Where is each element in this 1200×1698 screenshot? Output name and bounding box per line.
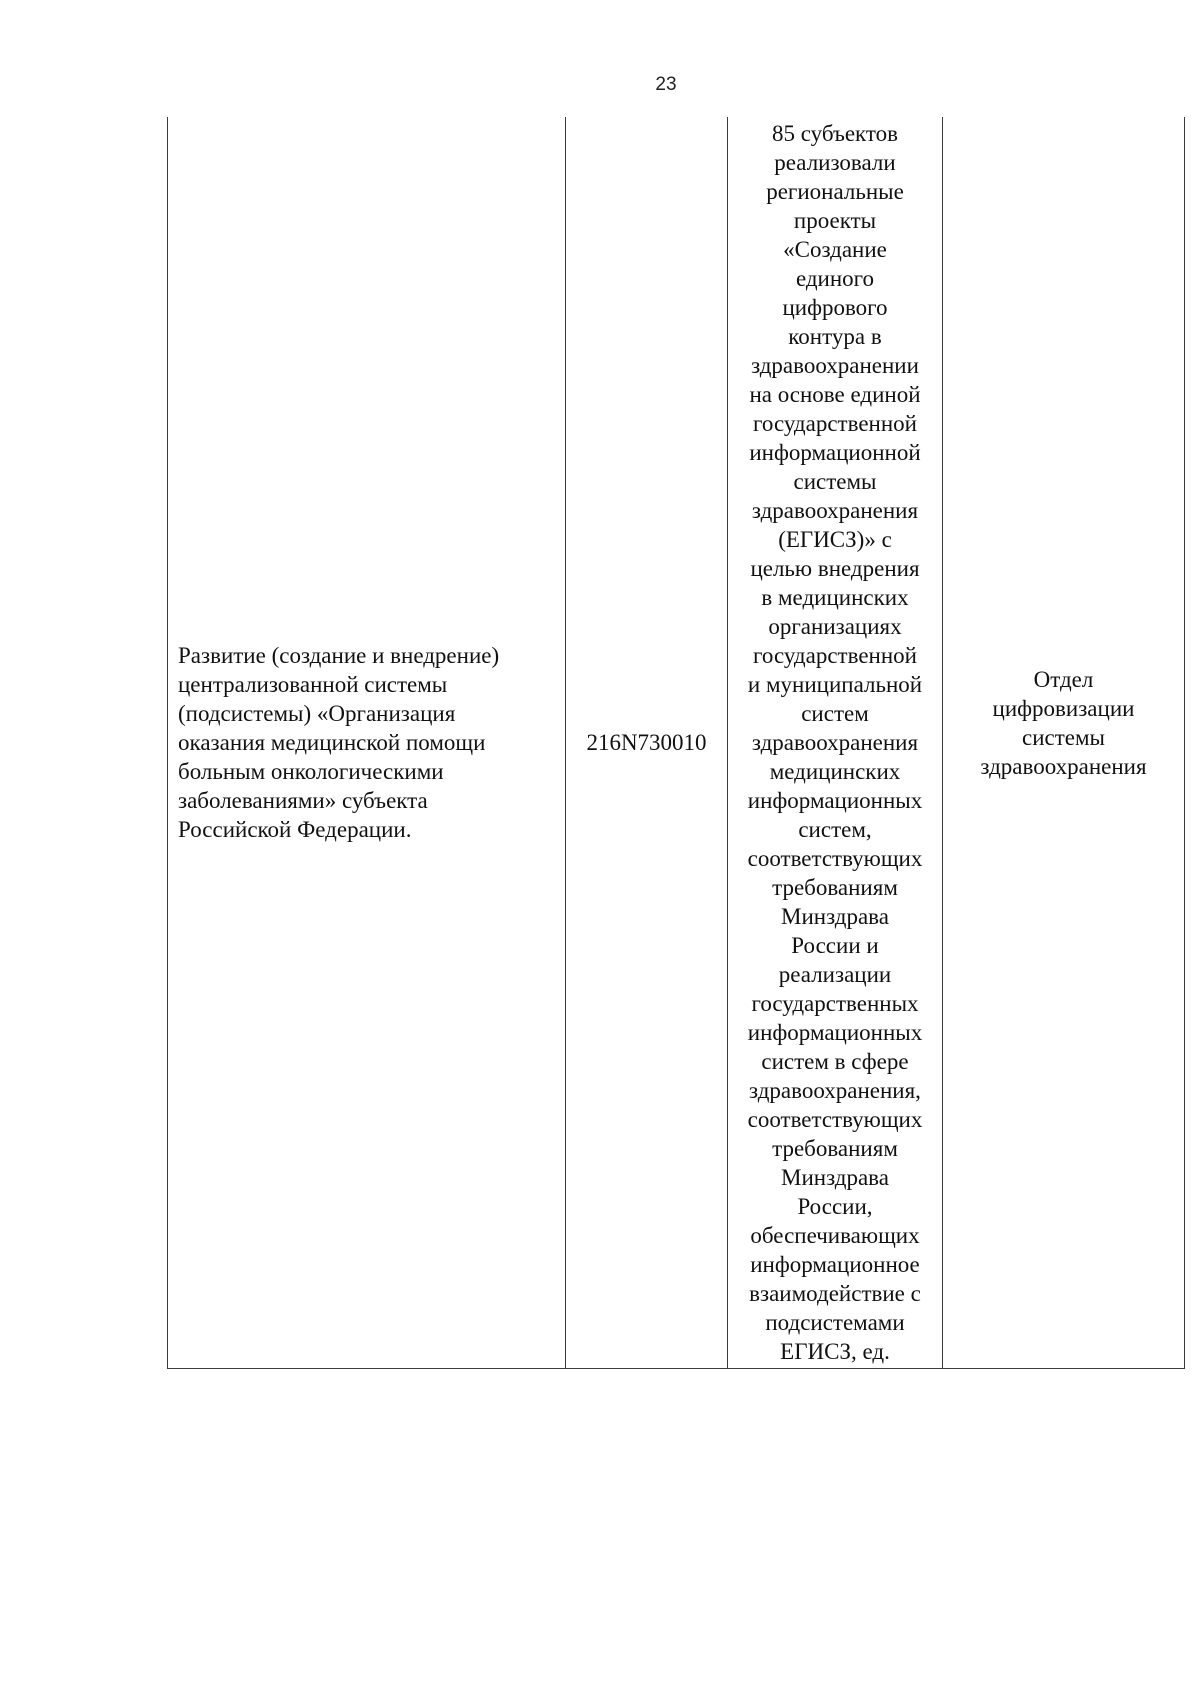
indicator-line: информационных (747, 1020, 923, 1045)
indicator-line: подсистемами (765, 1310, 905, 1335)
measure-name-cell (168, 117, 566, 1369)
indicator-line: систем в сфере (761, 1049, 909, 1074)
department-line: Отдел (1033, 666, 1094, 692)
indicator-line: (ЕГИСЗ)» с (778, 527, 892, 552)
department-cell (943, 117, 1185, 1369)
page-number: 23 (655, 74, 677, 95)
indicator-line: России и (791, 933, 879, 958)
department-line: здравоохранения (980, 753, 1147, 779)
indicator-line: медицинских (769, 759, 901, 784)
measure-name-line: больным онкологическими (178, 759, 444, 784)
measure-name-line: заболеваниями» субъекта (178, 788, 428, 813)
indicator-line: «Создание (783, 237, 887, 262)
indicator-line: проекты (793, 208, 877, 233)
indicator-line: информационной (749, 440, 921, 465)
indicator-line: соответствующих (747, 1107, 923, 1132)
indicator-line: организациях (768, 614, 902, 639)
indicator-line: ЕГИСЗ, ед. (780, 1339, 890, 1364)
indicator-line: на основе единой (749, 382, 921, 407)
indicator-line: единого (795, 266, 875, 291)
indicator-line: систем, (798, 817, 872, 842)
indicator-line: здравоохранения, (749, 1078, 921, 1103)
indicator-line: контура в (788, 324, 882, 349)
indicator-line: системы (793, 469, 877, 494)
measure-name-line: централизованной системы (178, 672, 448, 697)
indicator-line: России, (797, 1194, 873, 1219)
indicator-line: здравоохранении (751, 353, 919, 378)
indicator-line: Минздрава (781, 1165, 889, 1190)
indicator-line: цифрового (782, 295, 888, 320)
indicator-line: информационное (750, 1252, 920, 1277)
indicator-line: здравоохранения (751, 730, 919, 755)
measure-name-line: Развитие (создание и внедрение) (178, 643, 500, 668)
measure-code: 216N730010 (586, 730, 707, 755)
indicator-line: реализации (778, 962, 892, 987)
indicator-line: Минздрава (781, 904, 889, 929)
indicator-line: государственной (753, 643, 917, 668)
indicator-line: государственной (753, 411, 917, 436)
table-row (168, 117, 1185, 1369)
indicator-line: систем (801, 701, 869, 726)
measure-name-line: (подсистемы) «Организация (178, 701, 456, 726)
indicator-line: информационных (747, 788, 923, 813)
indicator-line: требованиям (772, 1136, 898, 1161)
measures-table (167, 117, 1185, 1369)
indicator-line: 85 субъектов (771, 121, 899, 146)
department-line: цифровизации (992, 695, 1135, 721)
indicator-line: целью внедрения (750, 556, 920, 581)
department-line: системы (1022, 724, 1105, 750)
indicator-line: обеспечивающих (750, 1223, 920, 1248)
indicator-line: государственных (751, 991, 919, 1016)
indicator-line: и муниципальной (747, 672, 923, 697)
measure-code-cell (566, 117, 728, 1369)
indicator-line: соответствующих (747, 846, 923, 871)
measure-name-line: оказания медицинской помощи (178, 730, 486, 755)
indicator-line: требованиям (772, 875, 898, 900)
indicator-line: в медицинских (761, 585, 909, 610)
indicator-line: реализовали (774, 150, 896, 175)
indicator-line: здравоохранения (751, 498, 919, 523)
indicator-cell (728, 117, 943, 1369)
measure-name-line: Российской Федерации. (178, 817, 412, 842)
indicator-line: региональные (766, 179, 904, 204)
indicator-line: взаимодействие с (749, 1281, 921, 1306)
